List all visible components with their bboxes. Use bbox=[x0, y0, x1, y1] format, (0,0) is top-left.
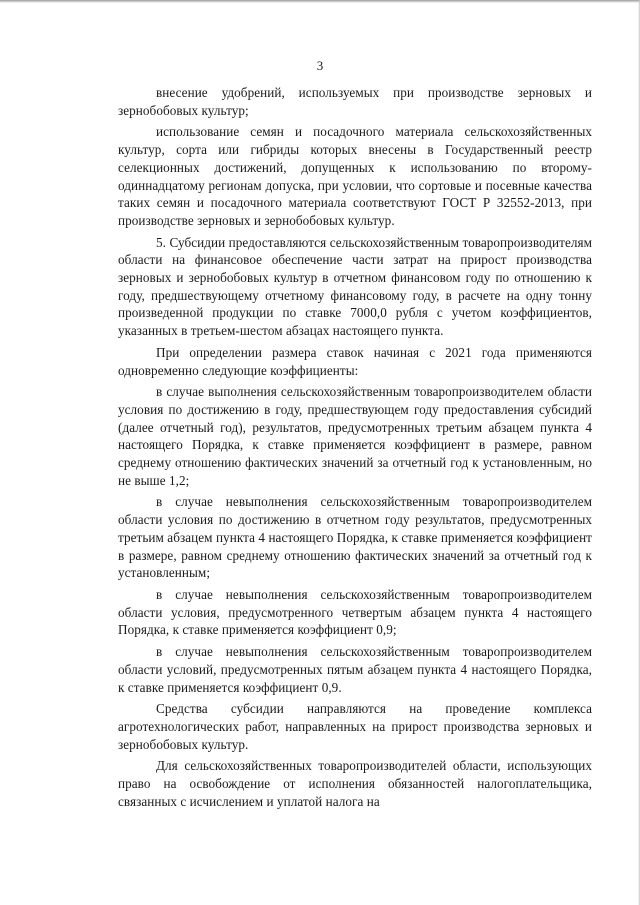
paragraph-seeds: использование семян и посадочного материала сельскохозяйственных культур, сорта или гибриды которых внесены в Государственный реестр селекционных достижений, допущенных к использованию по второму-одиннадцатому регионам допуска, при условии, что сортовые и посевные качества таких семян и посадочного материала соответствуют ГОСТ Р 32552-2013, при производстве зерновых и зернобобовых культур. bbox=[118, 124, 592, 228]
paragraph-coefficient-fourth: в случае невыполнения сельскохозяйственным товаропроизводителем области условия, предусмотренного четвертым абзацем пункта 4 настоящего Порядка, к ставке применяется коэффициент 0,9; bbox=[118, 586, 592, 638]
page-number: 3 bbox=[316, 58, 324, 73]
paragraph-funds-usage: Средства субсидии направляются на проведение комплекса агротехнологических работ, направленных на прирост производства зерновых и зернобобовых культур. bbox=[118, 701, 592, 752]
paragraph-coefficient-fifth: в случае невыполнения сельскохозяйственным товаропроизводителем области условий, предусмотренных пятым абзацем пункта 4 настоящего Порядка, к ставке применяется коэффициент 0,9. bbox=[118, 644, 592, 695]
paragraph-coefficient-not-fulfilled: в случае невыполнения сельскохозяйственным товаропроизводителем области условия по достижению в отчетном году результатов, предусмотренных третьим абзацем пункта 4 настоящего Порядка, к ставке применяется коэффициент в размере, равном среднему отношению фактических значений за отчетный год к установленным; bbox=[118, 494, 592, 581]
scan-edge-top bbox=[0, 0, 640, 3]
paragraph-fertilizers: внесение удобрений, используемых при производстве зерновых и зернобобовых культур; bbox=[118, 85, 592, 118]
document-body bbox=[118, 84, 592, 810]
paragraph-coefficients-intro: При определении размера ставок начиная с 2021 года применяются одновременно следующие коэффициенты: bbox=[118, 344, 592, 378]
paragraph-tax-exemption: Для сельскохозяйственных товаропроизводителей области, использующих право на освобождение от исполнения обязанностей налогоплательщика, связанных с исчислением и уплатой налога на bbox=[118, 758, 592, 809]
paragraph-coefficient-fulfilled: в случае выполнения сельскохозяйственным товаропроизводителем области условия по достижению в году, предшествующем году предоставления субсидий (далее отчетный год), результатов, предусмотренных третьим абзацем пункта 4 настоящего Порядка, к ставке применяется коэффициент в размере, равном среднему отношению фактических значений за отчетный год к установленным, но не выше 1,2; bbox=[118, 384, 592, 488]
paragraph-subsidy-rate: 5. Субсидии предоставляются сельскохозяйственным товаропроизводителям области на финансовое обеспечение части затрат на прирост производства зерновых и зернобобовых культур в отчетном финансовом году по отношению к году, предшествующему отчетному финансовому году, в расчете на одну тонну произведенной продукции по ставке 7000,0 рубля с учетом коэффициентов, указанных в третьем-шестом абзацах настоящего пункта. bbox=[118, 234, 592, 339]
